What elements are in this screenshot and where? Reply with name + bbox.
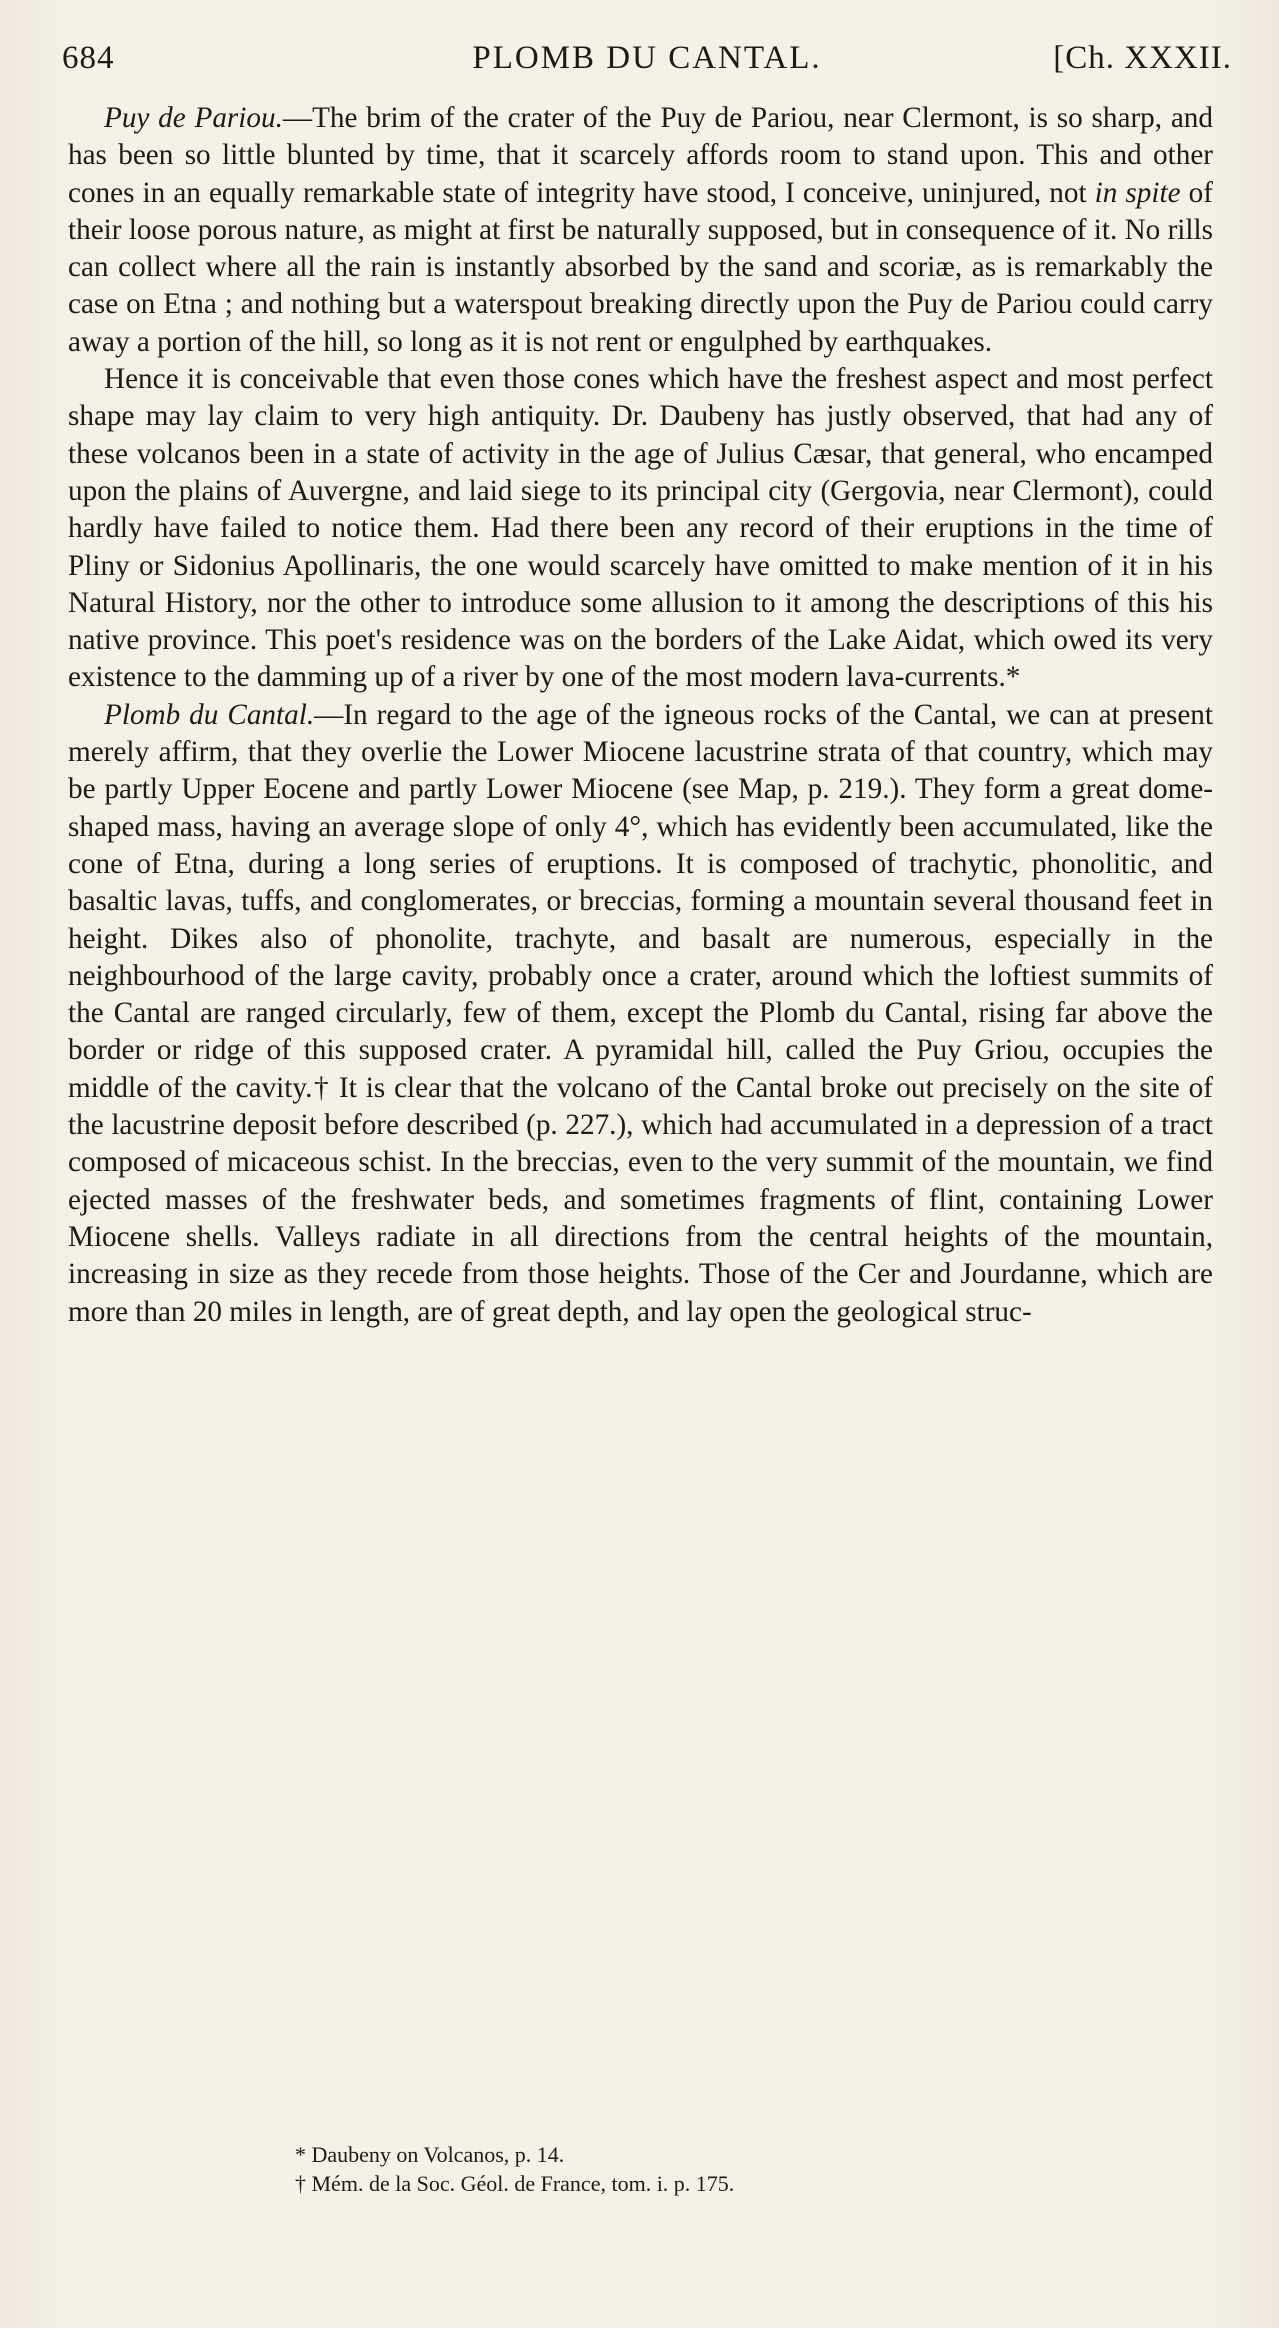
paragraph-antiquity [68, 361, 1213, 697]
body-text [68, 100, 1213, 1331]
running-title: PLOMB DU CANTAL. [472, 40, 822, 76]
page-number: 684 [62, 40, 115, 76]
footnotes [295, 2140, 1095, 2198]
chapter-label: [Ch. XXXII. [1053, 40, 1232, 76]
paragraph-text: —The brim of the crater of the Puy de Pariou, near Clermont, is so sharp, and has been so little blunted by time, that it scarcely affords room to stand upon. This and other cones in an equally remarkable state of integrity have stood, I conceive, uninjured, not [68, 102, 1213, 209]
paragraph-text: —In regard to the age of the igneous rocks of the Cantal, we can at present merely affirm, that they overlie the Lower Miocene lacustrine strata of that country, which may be partly Upper Eocene and partly Lower Miocene (see Map, p. 219.). They form a great dome-shaped mass, having an average slope of only 4°, which has evidently been accumulated, like the cone of Etna, during a long series of eruptions. It is composed of trachytic, phonolitic, and basaltic lavas, tuffs, and conglomerates, or breccias, forming a mountain several thousand feet in height. Dikes also of phonolite, trachyte, and basalt are numerous, especially in the neighbourhood of the large cavity, probably once a crater, around which the loftiest summits of the Cantal are ranged circularly, few of them, except the Plomb du Cantal, rising far above the border or ridge of this supposed crater. A pyramidal hill, called the Puy Griou, occupies the middle of the cavity.† It is clear that the volcano of the Cantal broke out precisely on the site of the lacustrine deposit before described (p. 227.), which had accumulated in a depression of a tract composed of micaceous schist. In the breccias, even to the very summit of the mountain, we find ejected masses of the freshwater beds, and sometimes fragments of flint, containing Lower Miocene shells. Valleys radiate in all directions from the central heights of the mountain, increasing in size as they recede from those heights. Those of the Cer and Jourdanne, which are more than 20 miles in length, are of great depth, and lay open the geological struc- [68, 698, 1214, 1328]
emphasis-text: in spite [1094, 176, 1181, 209]
paragraph-text: Hence it is conceivable that even those cones which have the freshest aspect and most perfect shape may lay claim to very high antiquity. Dr. Daubeny has justly observed, that had any of these volcanos been in a state of activity in the age of Julius Cæsar, that general, who encamped upon the plains of Auvergne, and laid siege to its principal city (Gergovia, near Clermont), could hardly have failed to notice them. Had there been any record of their eruptions in the time of Pliny or Sidonius Apollinaris, the one would scarcely have omitted to make mention of it in his Natural History, nor the other to introduce some allusion to it among the descriptions of this his native province. This poet's residence was on the borders of the Lake Aidat, which owed its very existence to the damming up of a river by one of the most modern lava-currents.* [68, 363, 1213, 694]
paragraph-plomb-du-cantal [68, 697, 1213, 1331]
footnote: † Mém. de la Soc. Géol. de France, tom. i. p. 175. [295, 2171, 735, 2196]
section-lead: Plomb du Cantal. [104, 698, 315, 731]
section-lead: Puy de Pariou. [104, 102, 283, 134]
footnote: * Daubeny on Volcanos, p. 14. [295, 2142, 565, 2167]
paragraph-puy-de-pariou [68, 100, 1213, 361]
page-header [62, 40, 1232, 90]
paragraph-text: of their loose porous nature, as might at first be naturally supposed, but in consequence of it. No rills can collect where all the rain is instantly absorbed by the sand and scoriæ, as is remarkably the case on Etna ; and nothing but a waterspout breaking directly upon the Puy de Pariou could carry away a portion of the hill, so long as it is not rent or engulphed by earthquakes. [68, 176, 1213, 358]
